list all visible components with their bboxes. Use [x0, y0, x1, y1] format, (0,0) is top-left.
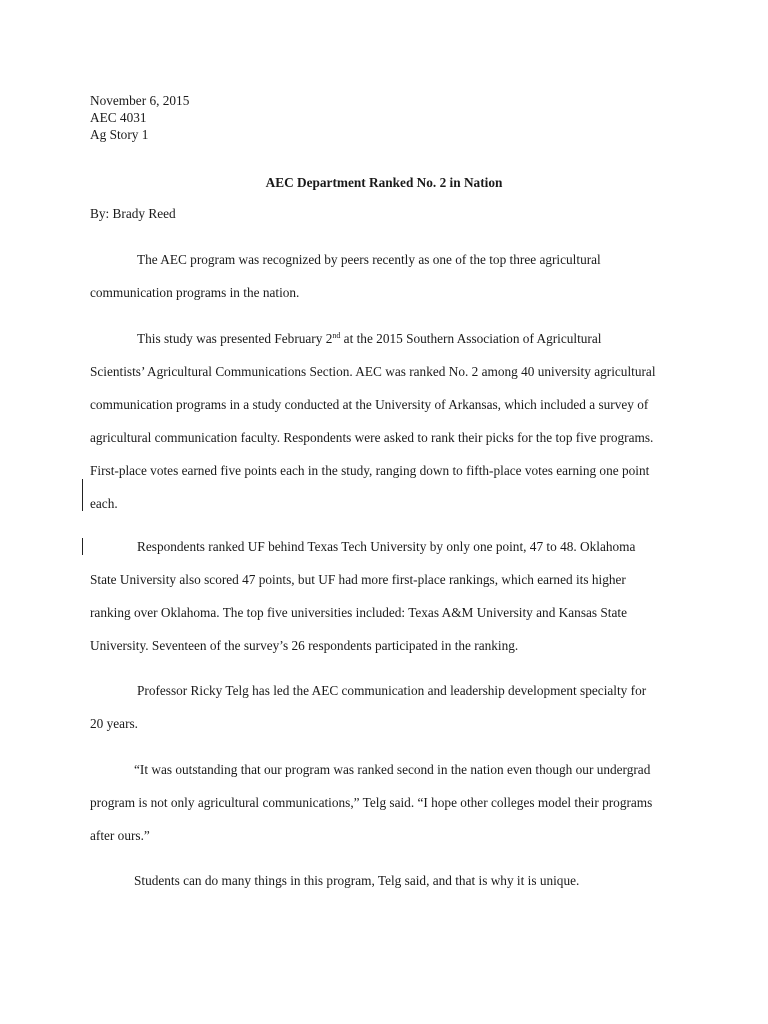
paragraph-line: State University also scored 47 points, but UF had more first-place rankings, which earned its higher: [90, 572, 626, 587]
document-header: [90, 92, 189, 143]
paragraph-line: program is not only agricultural communications,” Telg said. “I hope other colleges model their programs: [90, 795, 653, 810]
header-date: November 6, 2015: [90, 93, 190, 108]
header-course: AEC 4031: [90, 110, 147, 125]
paragraph-line: after ours.”: [90, 828, 150, 843]
paragraph-line: Professor Ricky Telg has led the AEC communication and leadership development specialty for: [137, 683, 647, 698]
ordinal-suffix: nd: [332, 331, 341, 340]
text-cursor-mark: [82, 479, 83, 511]
paragraph-line: The AEC program was recognized by peers recently as one of the top three agricultural: [137, 252, 601, 267]
article-title: AEC Department Ranked No. 2 in Nation: [265, 175, 503, 190]
paragraph-5: [90, 753, 682, 852]
paragraph-line: Scientists’ Agricultural Communications Section. AEC was ranked No. 2 among 40 university agricultural: [90, 364, 656, 379]
article-byline: By: Brady Reed: [90, 206, 176, 221]
paragraph-line: each.: [90, 496, 118, 511]
paragraph-line: communication programs in the nation.: [90, 285, 300, 300]
date-text: This study was presented February 2: [137, 331, 333, 346]
paragraph-3: [90, 530, 682, 662]
paragraph-line: “It was outstanding that our program was ranked second in the nation even though our undergrad: [134, 762, 651, 777]
paragraph-line: Students can do many things in this program, Telg said, and that is why it is unique.: [134, 873, 580, 888]
paragraph-line: [90, 322, 682, 355]
paragraph-line: agricultural communication faculty. Respondents were asked to rank their picks for the top five programs.: [90, 430, 654, 445]
paragraph-line: ranking over Oklahoma. The top five universities included: Texas A&M University and Kansas State: [90, 605, 627, 620]
paragraph-line: University. Seventeen of the survey’s 26 respondents participated in the ranking.: [90, 638, 519, 653]
paragraph-line: First-place votes earned five points each in the study, ranging down to fifth-place votes earning one point: [90, 463, 650, 478]
date-text-rest: at the 2015 Southern Association of Agricultural: [340, 331, 602, 346]
paragraph-line: communication programs in a study conducted at the University of Arkansas, which included a survey of: [90, 397, 649, 412]
paragraph-line: Respondents ranked UF behind Texas Tech University by only one point, 47 to 48. Oklahoma: [137, 539, 636, 554]
header-assignment: Ag Story 1: [90, 127, 149, 142]
paragraph-6: [90, 864, 682, 897]
paragraph-4: [90, 674, 682, 740]
paragraph-1: [90, 243, 682, 309]
paragraph-line: 20 years.: [90, 716, 138, 731]
paragraph-2: [90, 322, 682, 520]
text-cursor-mark: [82, 538, 83, 555]
